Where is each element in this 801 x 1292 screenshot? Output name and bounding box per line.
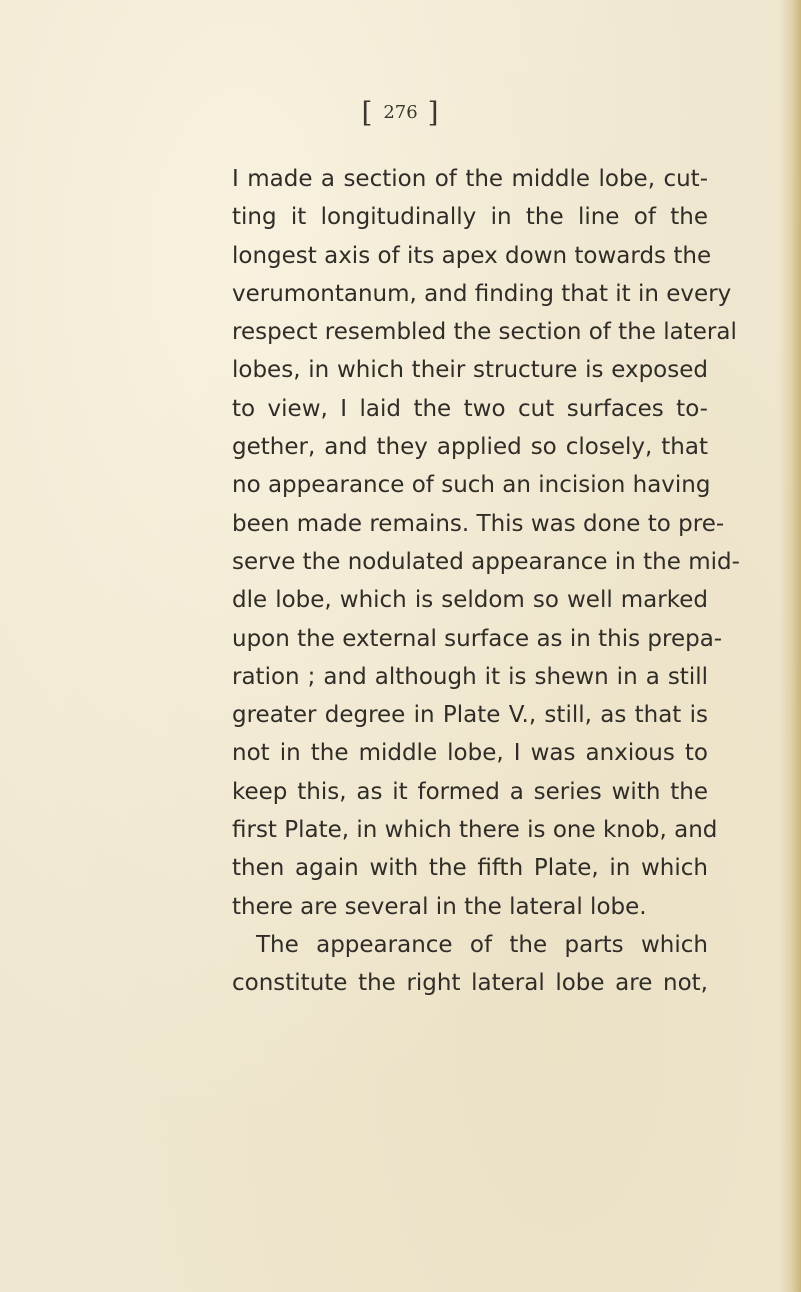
- page-edge-shadow: [779, 0, 801, 1292]
- text-line: been made remains. This was done to pre-: [232, 510, 725, 537]
- text-line: The appearance of the parts which: [256, 931, 708, 958]
- text-line: to view, I laid the two cut surfaces to-: [232, 395, 708, 422]
- text-line: not in the middle lobe, I was anxious to: [232, 740, 708, 767]
- text-line: longest axis of its apex down towards the: [232, 242, 712, 269]
- text-line: I made a section of the middle lobe, cut-: [232, 166, 708, 192]
- text-line: lobes, in which their structure is exposed: [232, 357, 708, 384]
- header-bracket-open: [: [361, 96, 374, 129]
- text-line: keep this, as it formed a series with the: [232, 778, 708, 805]
- text-line: first Plate, in which there is one knob, and: [232, 817, 718, 844]
- text-line: gether, and they applied so closely, that: [232, 434, 708, 461]
- text-line: no appearance of such an incision having: [232, 472, 711, 499]
- text-line: ration ; and although it is shewn in a still: [232, 663, 708, 690]
- text-line: ting it longitudinally in the line of the: [232, 204, 708, 231]
- text-line: serve the nodulated appearance in the mid-: [232, 548, 740, 575]
- text-line: then again with the fifth Plate, in which: [232, 855, 708, 882]
- text-line: there are several in the lateral lobe.: [232, 893, 647, 920]
- text-line: greater degree in Plate V., still, as that is: [232, 702, 708, 729]
- text-line: constitute the right lateral lobe are not,: [232, 970, 708, 997]
- text-line: respect resembled the section of the lateral: [232, 319, 737, 346]
- text-line: verumontanum, and finding that it in every: [232, 280, 732, 307]
- text-line: dle lobe, which is seldom so well marked: [232, 587, 708, 614]
- header-bracket-close: ]: [427, 96, 440, 129]
- body-text: [232, 160, 740, 1003]
- text-line: upon the external surface as in this prepa-: [232, 625, 723, 652]
- page-number: 276: [383, 102, 418, 123]
- page-number-header: [0, 96, 801, 129]
